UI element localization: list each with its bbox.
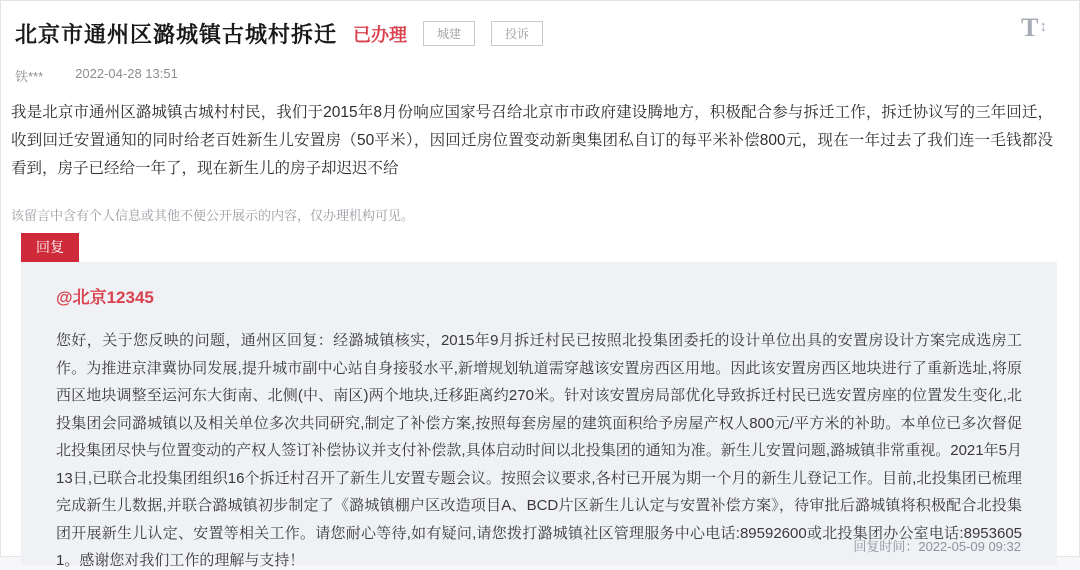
author-name: 铁*** xyxy=(15,69,44,84)
header-row xyxy=(1,1,1079,49)
tag-chip-category[interactable]: 城建 xyxy=(423,21,475,46)
meta-row xyxy=(1,66,1079,85)
reply-panel xyxy=(21,262,1057,569)
reply-tab: 回复 xyxy=(21,233,79,262)
vertical-arrows-icon: ↕ xyxy=(1039,18,1047,35)
post-date: 2022-04-28 13:51 xyxy=(75,66,178,81)
privacy-notice: 该留言中含有个人信息或其他不便公开展示的内容，仅办理机构可见。 xyxy=(11,208,415,223)
reply-body: 您好，关于您反映的问题，通州区回复：经潞城镇核实，2015年9月拆迁村民已按照北投集团委托的设计单位出具的安置房设计方案完成选房工作。为推进京津冀协同发展,提升城市副中心站自身接驳水平,新增规划轨道需穿越该安置房西区用地。因此该安置房西区地块进行了重新选址,将原西区地块调整至运河东大街南、北侧(中、南区)两个地块,迁移距离约270米。针对该安置房局部优化导致拆迁村民已选安置房座的位置发生变化,北投集团会同潞城镇以及相关单位多次共同研究,制定了补偿方案,按照每套房屋的建筑面积给予房屋产权人800元/平方米的补助。本单位已多次督促北投集团尽快与位置变动的产权人签订补偿协议并支付补偿款,具体启动时间以北投集团的通知为准。新生儿安置问题,潞城镇非常重视。2021年5月13日,已联合北投集团组织16个拆迁村召开了新生儿安置专题会议。按照会议要求,各村已开展为期一个月的新生儿登记工作。目前,北投集团已梳理完成新生儿数据,并联合潞城镇初步制定了《潞城镇棚户区改造项目A、BCD片区新生儿认定与安置补偿方案》，待审批后潞城镇将积极配合北投集团开展新生儿认定、安置等相关工作。请您耐心等待,如有疑问,请您拨打潞城镇社区管理服务中心电话:89592600或北投集团办公室电话:89536051。感谢您对我们工作的理解与支持！ xyxy=(56,332,1022,569)
page-title: 北京市通州区潞城镇古城村拆迁 xyxy=(15,22,338,47)
text-size-icon[interactable] xyxy=(1021,15,1047,41)
tag-chip-type[interactable]: 投诉 xyxy=(491,21,543,46)
text-size-letter: T xyxy=(1021,13,1039,42)
message-body: 我是北京市通州区潞城镇古城村村民，我们于2015年8月份响应国家号召给北京市市政府建设腾地方，积极配合参与拆迁工作，拆迁协议写的三年回迁，收到回迁安置通知的同时给老百姓新生儿安置房（50平米），因回迁房位置变动新奥集团私自订的每平米补偿800元，现在一年过去了我们连一毛钱都没看到，房子已经给一年了，现在新生儿的房子却迟迟不给 xyxy=(11,104,1053,177)
reply-agency: @北京12345 xyxy=(56,288,154,307)
reply-time-label: 回复时间： xyxy=(853,539,919,554)
reply-time-value: 2022-05-09 09:32 xyxy=(918,539,1021,554)
status-badge: 已办理 xyxy=(353,24,408,45)
reply-timestamp xyxy=(853,536,1021,555)
